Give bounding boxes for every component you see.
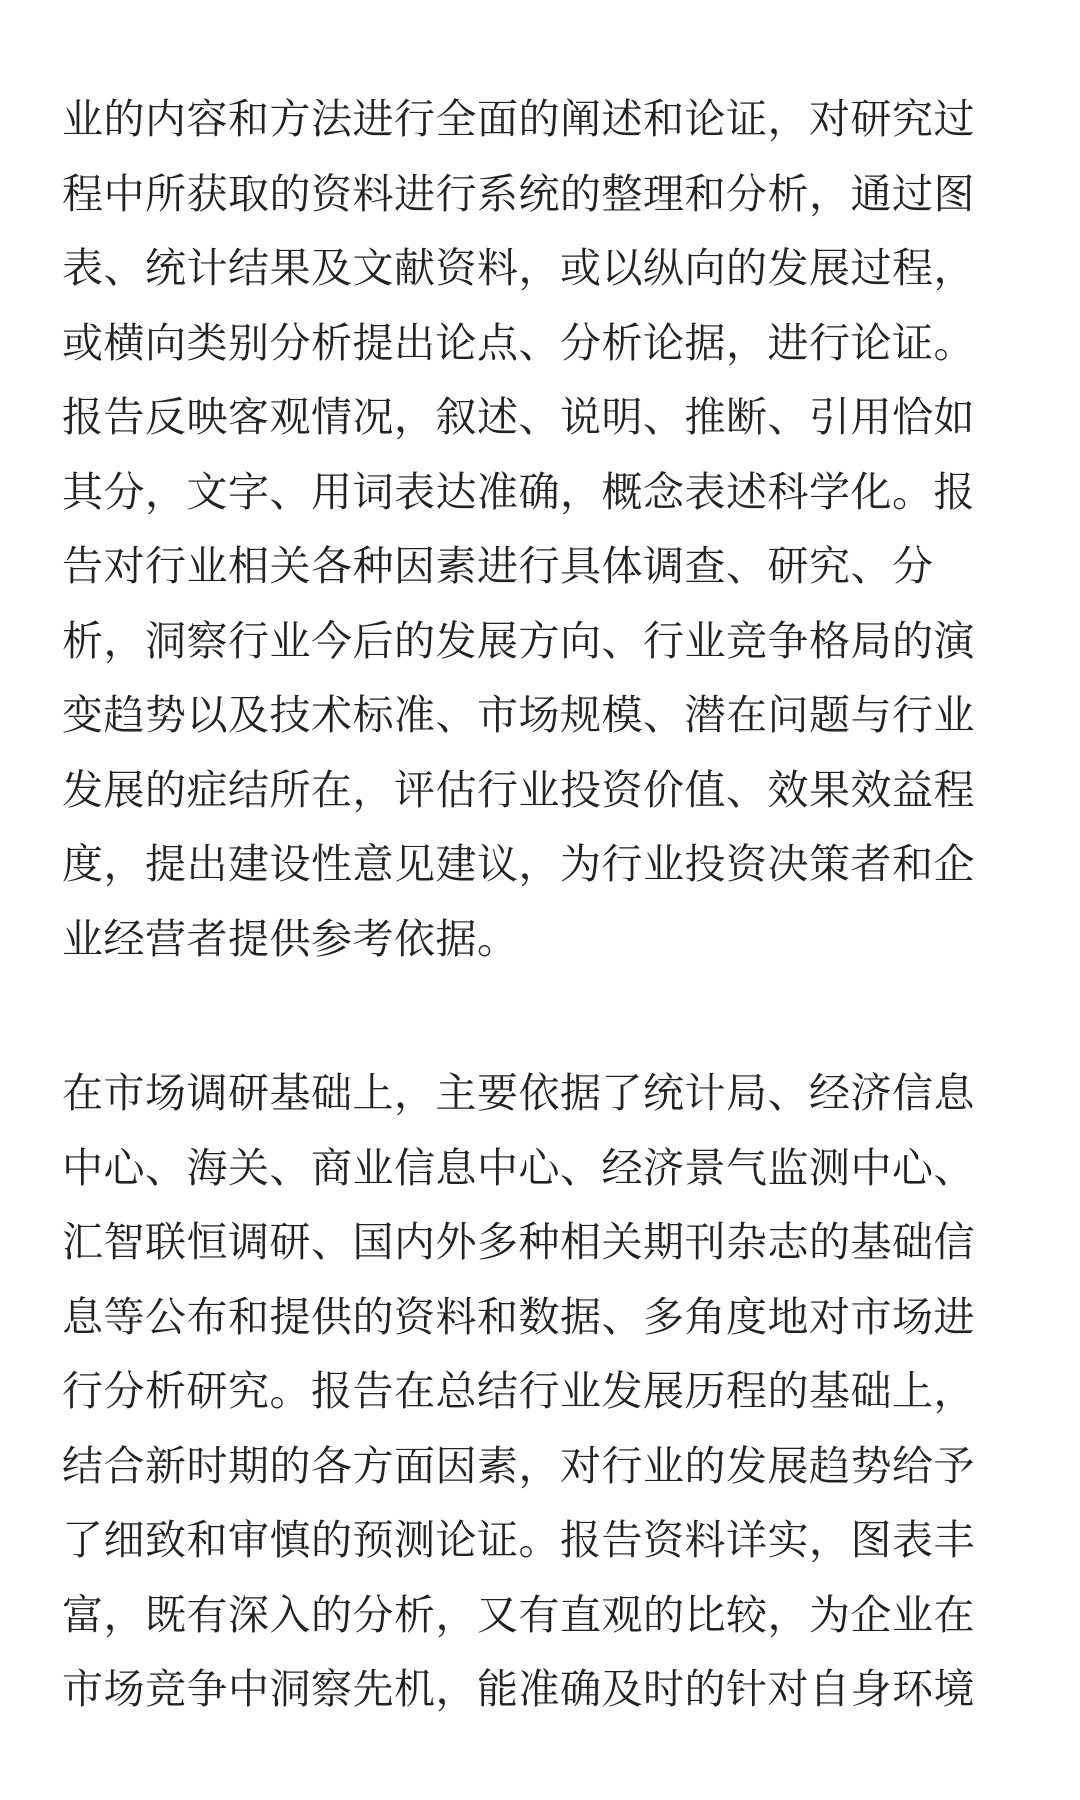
paragraph-line: 富，既有深入的分析，又有直观的比较，为企业在 (62, 1590, 975, 1639)
paragraph-line: 其分，文字、用词表达准确，概念表述科学化。报 (62, 467, 975, 516)
paragraph-line: 市场竞争中洞察先机，能准确及时的针对自身环境 (62, 1665, 975, 1713)
paragraph-line: 度，提出建设性意见建议，为行业投资决策者和企 (62, 840, 975, 888)
paragraph-spacer (62, 976, 1022, 1056)
paragraph-line: 告对行业相关各种因素进行具体调查、研究、分 (62, 542, 934, 590)
paragraph-line: 了细致和审慎的预测论证。报告资料详实，图表丰 (62, 1516, 975, 1564)
paragraph-line: 息等公布和提供的资料和数据、多角度地对市场进 (62, 1292, 975, 1341)
paragraph-line: 在市场调研基础上，主要依据了统计局、经济信息 (62, 1069, 975, 1117)
paragraph-line: 或横向类别分析提出论点、分析论据，进行论证。 (62, 318, 975, 367)
paragraph-line: 析，洞察行业今后的发展方向、行业竞争格局的演 (62, 616, 975, 665)
paragraph (62, 82, 1022, 976)
paragraph-line: 中心、海关、商业信息中心、经济景气监测中心、 (62, 1143, 975, 1192)
paragraph-line: 程中所获取的资料进行系统的整理和分析，通过图 (62, 169, 975, 218)
paragraph-line: 报告反映客观情况，叙述、说明、推断、引用恰如 (62, 393, 975, 441)
paragraph-line: 汇智联恒调研、国内外多种相关期刊杂志的基础信 (62, 1218, 975, 1266)
paragraph-line: 业的内容和方法进行全面的阐述和论证，对研究过 (62, 95, 975, 143)
paragraph-line: 业经营者提供参考依据。 (62, 914, 519, 963)
paragraph-line: 表、统计结果及文献资料，或以纵向的发展过程， (62, 244, 975, 292)
paragraph-line: 行分析研究。报告在总结行业发展历程的基础上， (62, 1367, 975, 1415)
paragraph-line: 发展的症结所在，评估行业投资价值、效果效益程 (62, 765, 975, 814)
paragraph (62, 1056, 1022, 1727)
paragraph-line: 结合新时期的各方面因素，对行业的发展趋势给予 (62, 1441, 975, 1490)
article-body (62, 82, 1022, 1727)
paragraph-line: 变趋势以及技术标准、市场规模、潜在问题与行业 (62, 691, 975, 739)
